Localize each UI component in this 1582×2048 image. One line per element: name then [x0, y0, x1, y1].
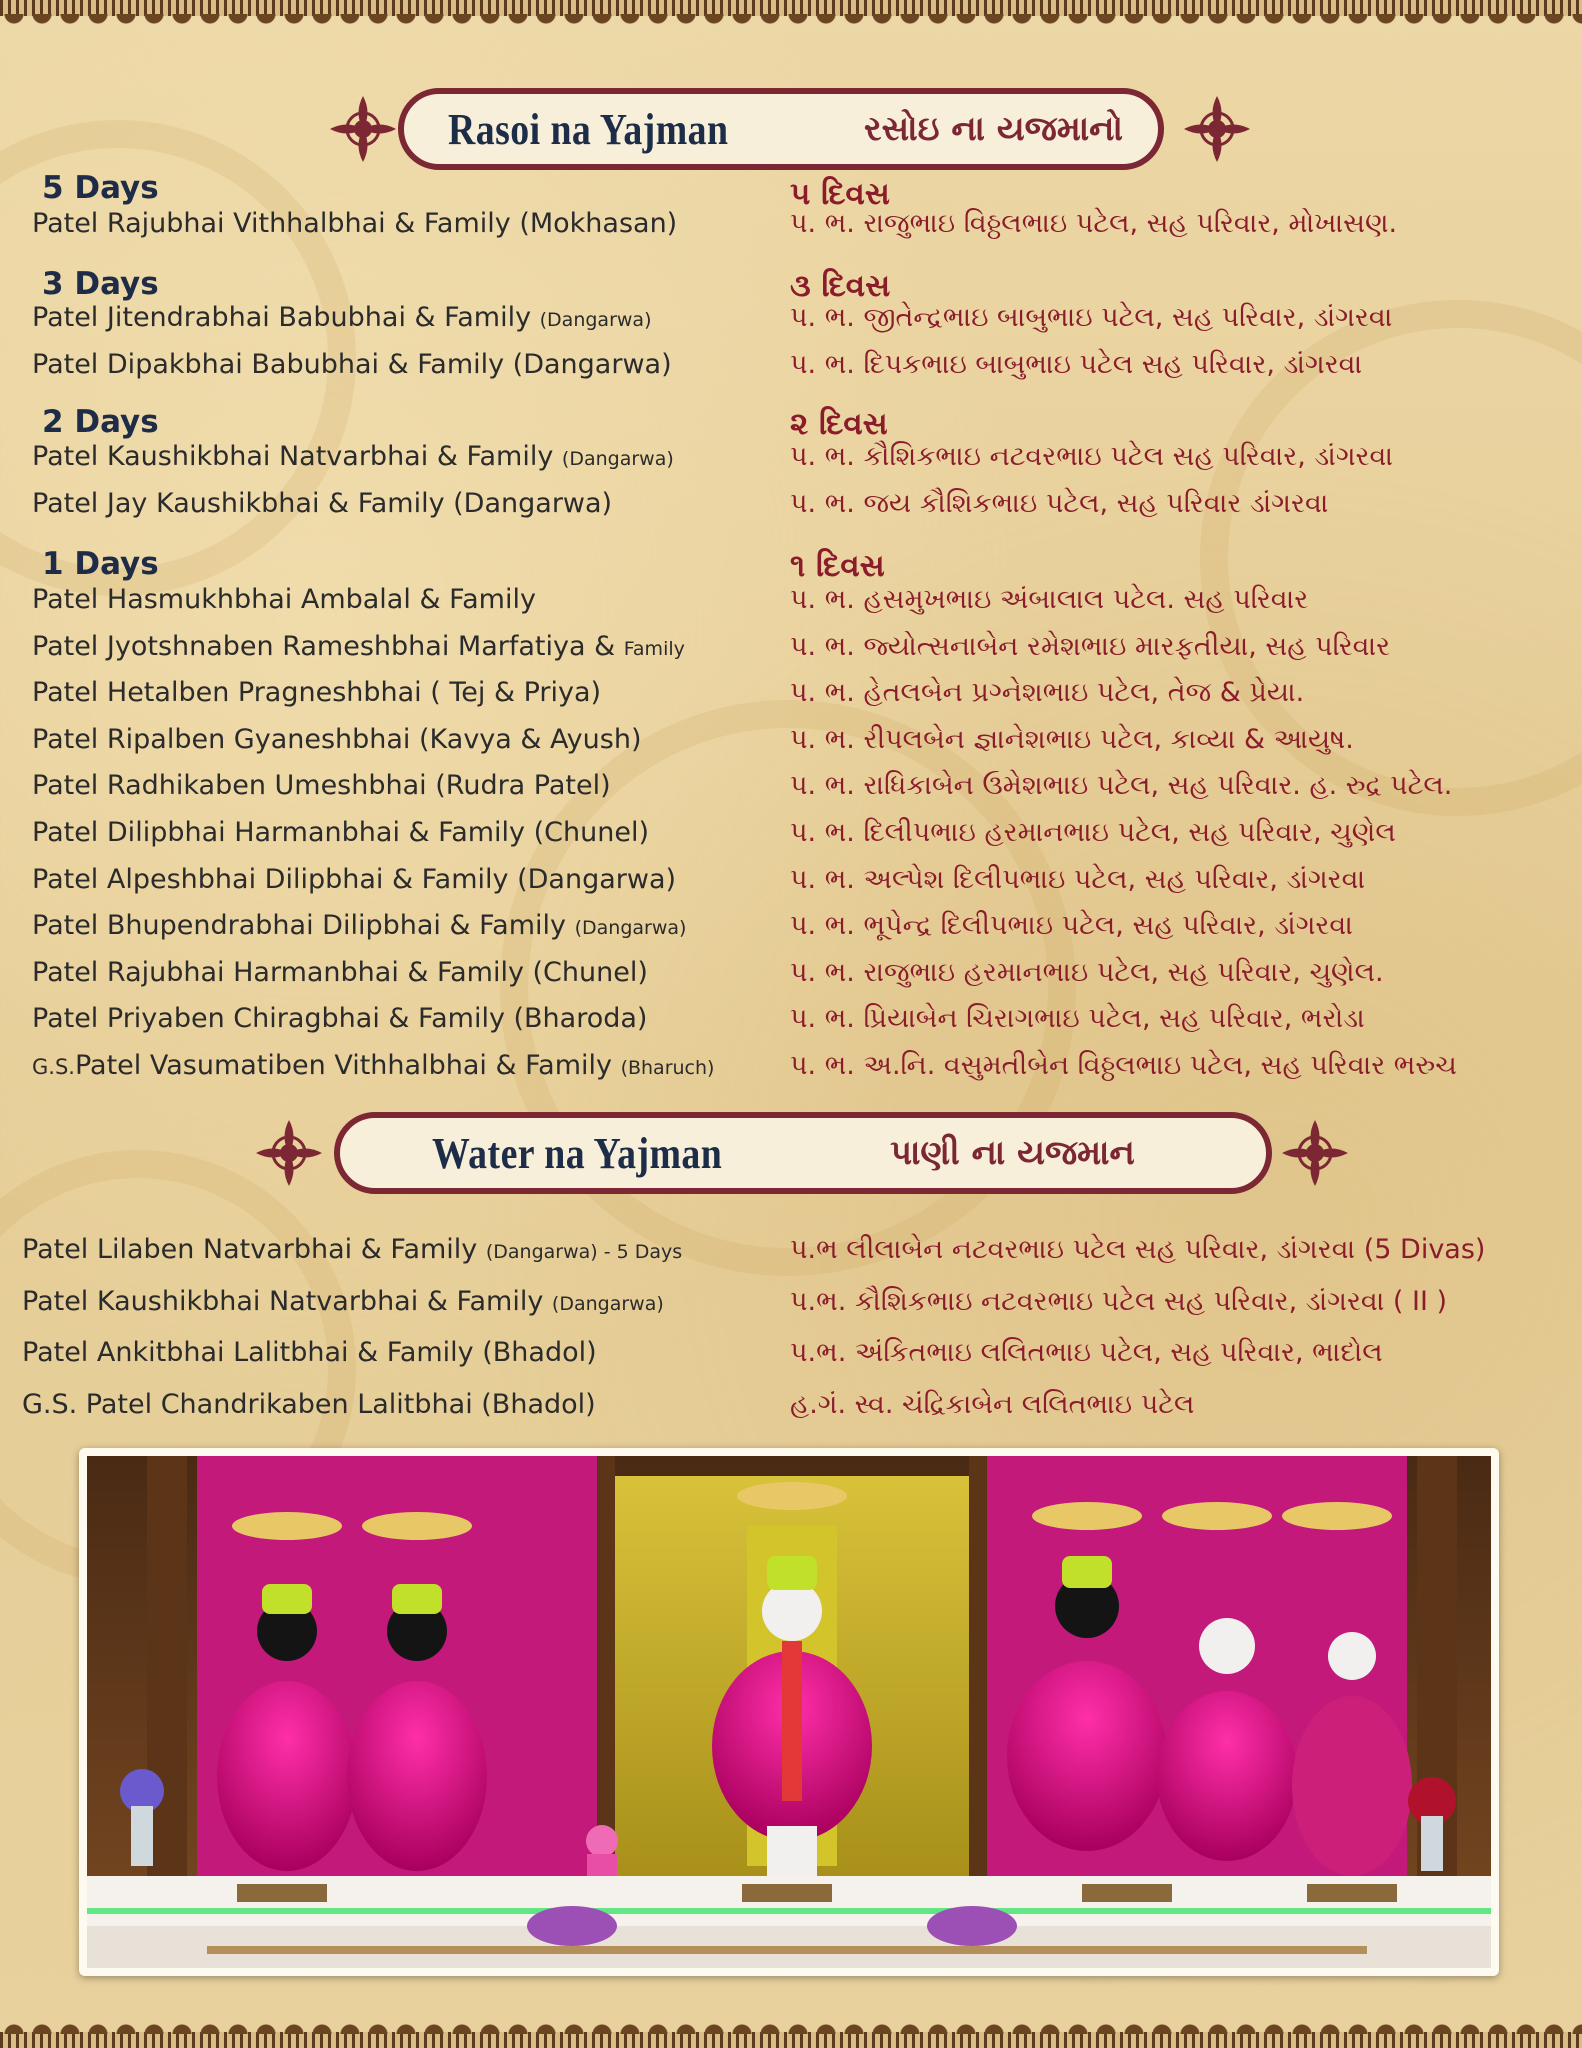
- sponsor-name-en: Patel Priyaben Chiragbhai & Family (Bharoda): [32, 1003, 648, 1034]
- sponsor-name-gu: પ. ભ. અલ્પેશ દિલીપભાઇ પટેલ, સહ પરિવાર, ડાંગરવા: [790, 864, 1366, 895]
- water-sponsor-name-en: G.S. Patel Chandrikaben Lalitbhai (Bhadol): [22, 1389, 596, 1420]
- section-heading-5-days: 5 Days: [42, 170, 159, 206]
- top-decorative-border: [0, 0, 1582, 56]
- paisley-ornament-icon: [1274, 1112, 1356, 1194]
- water-sponsor-name-gu: પ.ભ. અંકિતભાઇ લલિતભાઇ પટેલ, સહ પરિવાર, ભાદોલ: [790, 1337, 1383, 1368]
- section-heading-1-day-gu: ૧ દિવસ: [790, 548, 885, 584]
- sponsor-name-gu: પ. ભ. અ.નિ. વસુમતીબેન વિઠ્ઠલભાઇ પટેલ, સહ પરિવાર ભરુચ: [790, 1050, 1457, 1081]
- paisley-ornament-icon: [322, 88, 404, 170]
- bottom-decorative-border: [0, 1992, 1582, 2048]
- water-sponsor-name-en: Patel Ankitbhai Lalitbhai & Family (Bhadol): [22, 1337, 597, 1368]
- sponsor-name-gu: પ. ભ. હેતલબેન પ્રગ્નેશભાઇ પટેલ, તેજ & પ્રેયા.: [790, 677, 1305, 708]
- water-sponsor-name-gu: પ.ભ. કૌશિકભાઇ નટવરભાઇ પટેલ સહ પરિવાર, ડાંગરવા ( II ): [790, 1286, 1448, 1317]
- sponsor-name-gu: પ. ભ. રાજુભાઇ વિઠ્ઠલભાઇ પટેલ, સહ પરિવાર, મોખાસણ.: [790, 208, 1398, 239]
- section-heading-1-day: 1 Days: [42, 546, 159, 582]
- water-sponsor-name-gu: પ.ભ લીલાબેન નટવરભાઇ પટેલ સહ પરિવાર, ડાંગરવા (5 Divas): [790, 1234, 1486, 1265]
- water-sponsor-name-en: Patel Lilaben Natvarbhai & Family (Dangarwa) - 5 Days: [22, 1234, 683, 1265]
- sponsor-name-gu: પ. ભ. રીપલબેન જ્ઞાનેશભાઇ પટેલ, કાવ્યા & આયુષ.: [790, 724, 1354, 755]
- section-heading-3-days: 3 Days: [42, 266, 159, 302]
- sponsor-name-en: Patel Jyotshnaben Rameshbhai Marfatiya & Family: [32, 631, 685, 662]
- sponsor-name-en: Patel Rajubhai Vithhalbhai & Family (Mokhasan): [32, 208, 678, 239]
- temple-shrine-illustration: [87, 1456, 1491, 1968]
- water-title-gu: પાણી ના યજમાન: [890, 1133, 1135, 1173]
- sponsor-name-en: Patel Dilipbhai Harmanbhai & Family (Chunel): [32, 817, 649, 848]
- water-sponsor-name-gu: હ.ગં. સ્વ. ચંદ્રિકાબેન લલિતભાઇ પટેલ: [790, 1389, 1195, 1420]
- temple-photo-frame: [79, 1448, 1499, 1976]
- sponsor-name-en: Patel Dipakbhai Babubhai & Family (Dangarwa): [32, 349, 672, 380]
- sponsor-name-en: Patel Hetalben Pragneshbhai ( Tej & Priya): [32, 677, 602, 708]
- sponsor-name-gu: પ. ભ. રાજુભાઇ હરમાનભાઇ પટેલ, સહ પરિવાર, ચુણેલ.: [790, 957, 1384, 988]
- sponsor-name-gu: પ. ભ. કૌશિકભાઇ નટવરભાઇ પટેલ સહ પરિવાર, ડાંગરવા: [790, 441, 1393, 472]
- sponsor-name-gu: પ. ભ. દિપકભાઇ બાબુભાઇ પટેલ સહ પરિવાર, ડાંગરવા: [790, 349, 1363, 380]
- paisley-ornament-icon: [248, 1112, 330, 1194]
- sponsor-name-en: Patel Ripalben Gyaneshbhai (Kavya & Ayush): [32, 724, 642, 755]
- sponsor-name-gu: પ. ભ. પ્રિયાબેન ચિરાગભાઇ પટેલ, સહ પરિવાર, ભરોડા: [790, 1003, 1365, 1034]
- sponsor-name-en: Patel Radhikaben Umeshbhai (Rudra Patel): [32, 770, 611, 801]
- rasoi-title-gu: રસોઇ ના યજમાનો: [864, 109, 1123, 149]
- section-heading-5-days-gu: ૫ દિવસ: [790, 176, 890, 212]
- paisley-ornament-icon: [1176, 88, 1258, 170]
- sponsor-name-en: Patel Kaushikbhai Natvarbhai & Family (Dangarwa): [32, 441, 674, 472]
- water-banner: [334, 1112, 1272, 1194]
- water-sponsor-name-en: Patel Kaushikbhai Natvarbhai & Family (Dangarwa): [22, 1286, 664, 1317]
- sponsor-name-en: Patel Bhupendrabhai Dilipbhai & Family (Dangarwa): [32, 910, 687, 941]
- section-heading-3-days-gu: ૩ દિવસ: [790, 268, 891, 304]
- water-title-en: Water na Yajman: [432, 1128, 723, 1178]
- sponsor-name-en: G.S.Patel Vasumatiben Vithhalbhai & Family (Bharuch): [32, 1050, 715, 1081]
- sponsor-name-en: Patel Rajubhai Harmanbhai & Family (Chunel): [32, 957, 648, 988]
- sponsor-name-gu: પ. ભ. જ્યોત્સનાબેન રમેશભાઇ મારફતીયા, સહ પરિવાર: [790, 631, 1391, 662]
- sponsor-name-gu: પ. ભ. દિલીપભાઇ હરમાનભાઇ પટેલ, સહ પરિવાર, ચુણેલ: [790, 817, 1396, 848]
- temple-murti-photo: [87, 1456, 1491, 1968]
- section-heading-2-days-gu: ૨ દિવસ: [790, 406, 888, 442]
- rasoi-title-en: Rasoi na Yajman: [448, 104, 729, 154]
- sponsor-name-en: Patel Jitendrabhai Babubhai & Family (Dangarwa): [32, 302, 652, 333]
- sponsor-name-en: Patel Alpeshbhai Dilipbhai & Family (Dangarwa): [32, 864, 677, 895]
- sponsor-name-gu: પ. ભ. જય કૌશિકભાઇ પટેલ, સહ પરિવાર ડાંગરવા: [790, 488, 1329, 519]
- section-heading-2-days: 2 Days: [42, 404, 159, 440]
- sponsor-name-en: Patel Hasmukhbhai Ambalal & Family: [32, 584, 536, 615]
- sponsor-name-gu: પ. ભ. હસમુખભાઇ અંબાલાલ પટેલ. સહ પરિવાર: [790, 584, 1309, 615]
- rasoi-banner: [398, 88, 1164, 170]
- sponsor-name-en: Patel Jay Kaushikbhai & Family (Dangarwa): [32, 488, 613, 519]
- sponsor-name-gu: પ. ભ. રાધિકાબેન ઉમેશભાઇ પટેલ, સહ પરિવાર. હ. રુદ્ર પટેલ.: [790, 770, 1453, 801]
- sponsor-name-gu: પ. ભ. ભૂપેન્દ્ર દિલીપભાઇ પટેલ, સહ પરિવાર, ડાંગરવા: [790, 910, 1353, 941]
- sponsor-name-gu: પ. ભ. જીતેન્દ્રભાઇ બાબુભાઇ પટેલ, સહ પરિવાર, ડાંગરવા: [790, 302, 1393, 333]
